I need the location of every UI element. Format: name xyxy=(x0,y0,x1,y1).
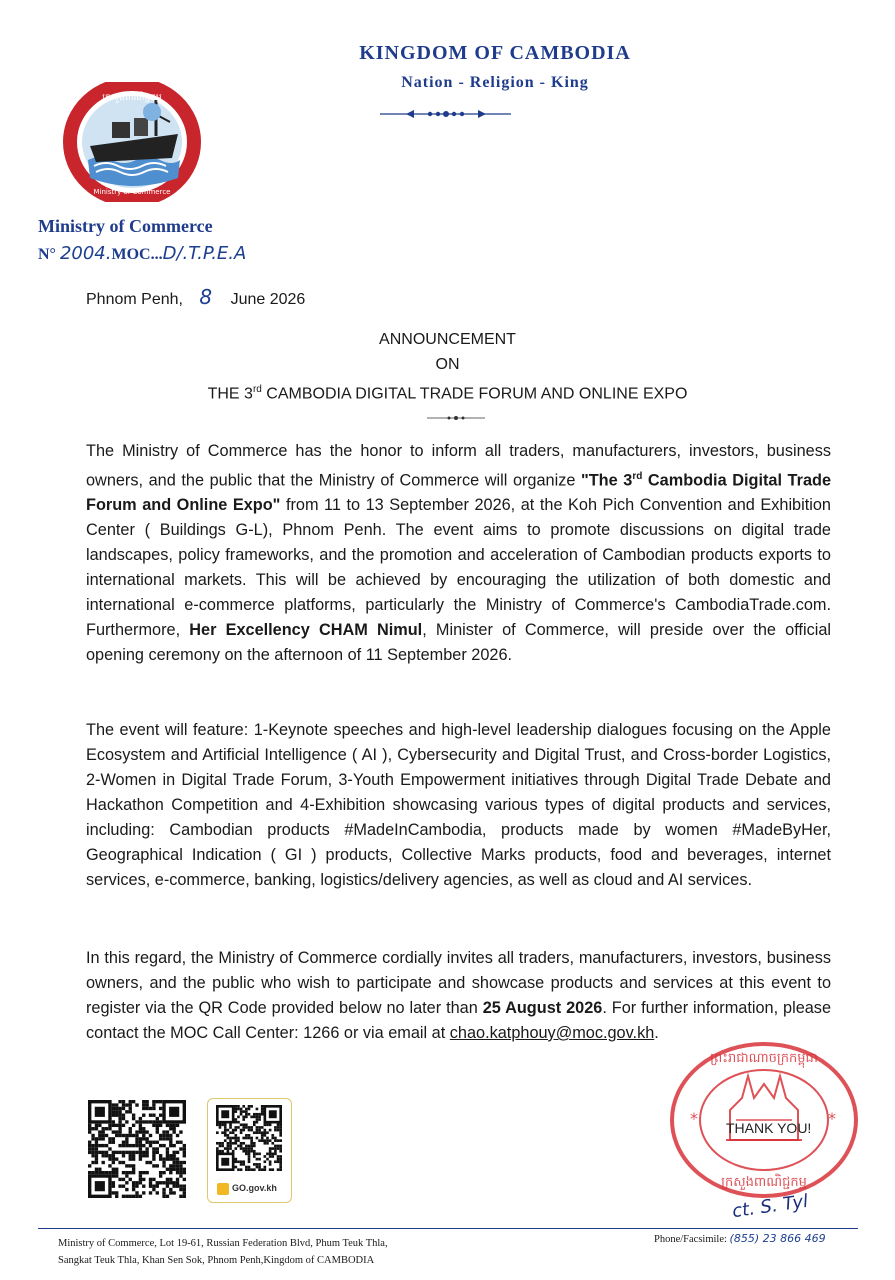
motto: Nation - Religion - King xyxy=(401,74,589,91)
paragraph-intro: The Ministry of Commerce has the honor to inform all traders, manufacturers, investors, business owners, and the public that the Ministry of Commerce will organize "The 3rd Cambodia Digital Trade Forum and Online Expo" from 11 to 13 September 2026, at the Koh Pich Convention and Exhibition Center ( Buildings G-L), Phnom Penh. The event aims to promote discussions on digital trade landscapes, policy frameworks, and the promotion and acceleration of Cambodian products exports to international markets. This will be achieved by encouraging the utilization of both domestic and international e-commerce platforms, particularly the Ministry of Commerce's CambodiaTrade.com. Furthermore, Her Excellency CHAM Nimul, Minister of Commerce, will preside over the official opening ceremony on the afternoon of 11 September 2026. xyxy=(86,442,831,665)
svg-text:*: * xyxy=(828,1109,836,1128)
announcement-title: ANNOUNCEMENT ON THE 3rd CAMBODIA DIGITAL TRADE FORUM AND ONLINE EXPO xyxy=(207,331,688,403)
header-ornament xyxy=(378,107,513,121)
registration-qr-code[interactable] xyxy=(88,1100,186,1198)
svg-text:*: * xyxy=(690,1109,698,1128)
reference-number: N° 2004.MOC...D/.T.P.E.A xyxy=(38,243,247,264)
svg-text:ក្រសួងពាណិជ្ជកម្ម: ក្រសួងពាណិជ្ជកម្ម xyxy=(721,1175,807,1190)
paragraph-registration: In this regard, the Ministry of Commerce cordially invites all traders, manufacturers, investors, business owners, and the public who wish to participate and showcase products and services at this event to register via the QR Code provided below no later than 25 August 2026. For further information, please contact the MOC Call Center: 1266 or via email at chao.katphouy@moc.gov.kh. xyxy=(86,949,832,1042)
document-date: Phnom Penh, 8 June 2026 xyxy=(86,285,306,309)
title-ornament xyxy=(425,409,487,417)
govkh-qr-card[interactable] xyxy=(207,1098,292,1203)
svg-text:ក្រសួងពាណិជ្ជកម្ម: ក្រសួងពាណិជ្ជកម្ម xyxy=(102,93,162,103)
svg-text:Ministry of Commerce: Ministry of Commerce xyxy=(93,188,171,196)
signature: ct. S. Tyl xyxy=(730,1190,810,1223)
official-seal-stamp xyxy=(668,1040,860,1200)
govkh-logo-icon xyxy=(217,1183,229,1195)
ministry-logo xyxy=(60,82,205,202)
ministry-name: Ministry of Commerce xyxy=(38,216,213,236)
kingdom-heading: KINGDOM OF CAMBODIA xyxy=(359,42,631,64)
footer-address: Ministry of Commerce, Lot 19-61, Russian Federation Blvd, Phum Teuk Thla, Sangkat Teuk Thla, Khan Sen Sok, Phnom Penh,Kingdom of CAMBODIA xyxy=(58,1238,388,1266)
stamp-thank-you: THANK YOU! xyxy=(726,1120,812,1136)
footer-divider xyxy=(38,1228,858,1229)
email-link[interactable]: chao.katphouy@moc.gov.kh xyxy=(449,1024,655,1042)
footer-phone: Phone/Facsimile: (855) 23 866 469 xyxy=(654,1232,826,1245)
svg-text:ព្រះរាជាណាចក្រកម្ពុជា: ព្រះរាជាណាចក្រកម្ពុជា xyxy=(710,1051,818,1066)
paragraph-features: The event will feature: 1-Keynote speeches and high-level leadership dialogues focusing on the Apple Ecosystem and Artificial Intelligence ( AI ), Cybersecurity and Digital Trust, and Cross-border Logistics, 2-Women in Digital Trade Forum, 3-Youth Empowerment initiatives through Digital Trade Debate and Hackathon Competition and 4-Exhibition showcasing various types of digital products and services, including: Cambodian products #MadeInCambodia, products made by women #MadeByHer, Geographical Indication ( GI ) products, Collective Marks products, food and beverages, internet services, e-commerce, banking, logistics/delivery agencies, as well as cloud and AI services. xyxy=(86,721,831,889)
govkh-label: GO.gov.kh xyxy=(232,1183,277,1193)
